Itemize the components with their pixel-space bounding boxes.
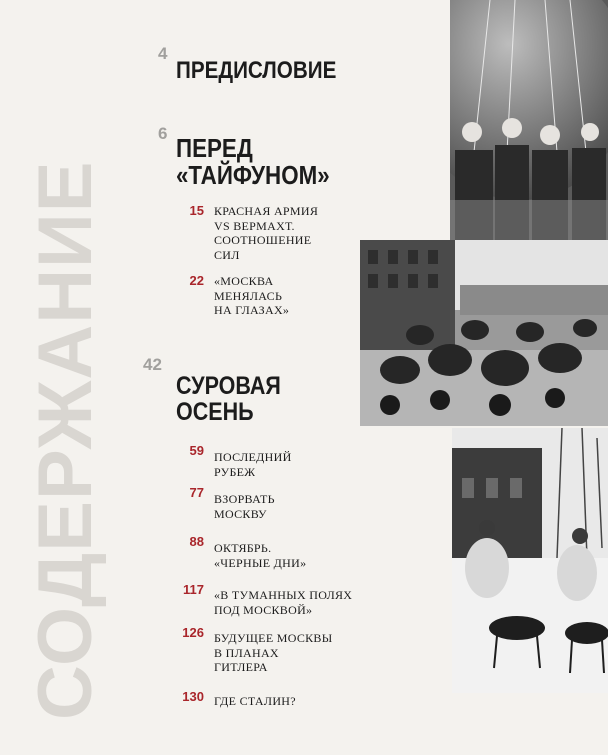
page-number: 22 — [189, 273, 204, 288]
page-number: 130 — [182, 689, 204, 704]
page-number: 88 — [189, 534, 204, 549]
section-title: БУДУЩЕЕ МОСКВЫ В ПЛАНАХ ГИТЛЕРА — [214, 631, 333, 675]
page-number: 117 — [183, 582, 204, 597]
page-number: 59 — [189, 443, 204, 458]
section-title: ГДЕ СТАЛИН? — [214, 694, 296, 708]
page-number: 126 — [182, 625, 204, 640]
section-title: ПОСЛЕДНИЙ РУБЕЖ — [214, 450, 292, 479]
page-number: 4 — [158, 44, 168, 63]
photo-barrage-balloon — [450, 0, 608, 240]
chapter-title: ПЕРЕД «ТАЙФУНОМ» — [176, 133, 330, 191]
section-title: ОКТЯБРЬ. «ЧЕРНЫЕ ДНИ» — [214, 541, 307, 570]
photo-motorcycle-column — [360, 240, 608, 426]
chapter-title: ПРЕДИСЛОВИЕ — [176, 57, 337, 84]
section-title: ВЗОРВАТЬ МОСКВУ — [214, 492, 275, 521]
photo-soldiers-with-dogs — [452, 428, 608, 693]
section-title: «В ТУМАННЫХ ПОЛЯХ ПОД МОСКВОЙ» — [214, 588, 353, 617]
chapter-title: СУРОВАЯ ОСЕНЬ — [176, 372, 281, 427]
section-title: «МОСКВА МЕНЯЛАСЬ НА ГЛАЗАХ» — [214, 274, 290, 318]
contents-heading: СОДЕРЖАНИЕ — [23, 160, 108, 720]
page-number: 77 — [189, 485, 204, 500]
page-number: 15 — [189, 203, 204, 218]
page-number: 42 — [143, 355, 162, 374]
section-title: КРАСНАЯ АРМИЯ VS ВЕРМАХТ. СООТНОШЕНИЕ СИЛ — [214, 204, 319, 262]
page-number: 6 — [158, 124, 168, 143]
